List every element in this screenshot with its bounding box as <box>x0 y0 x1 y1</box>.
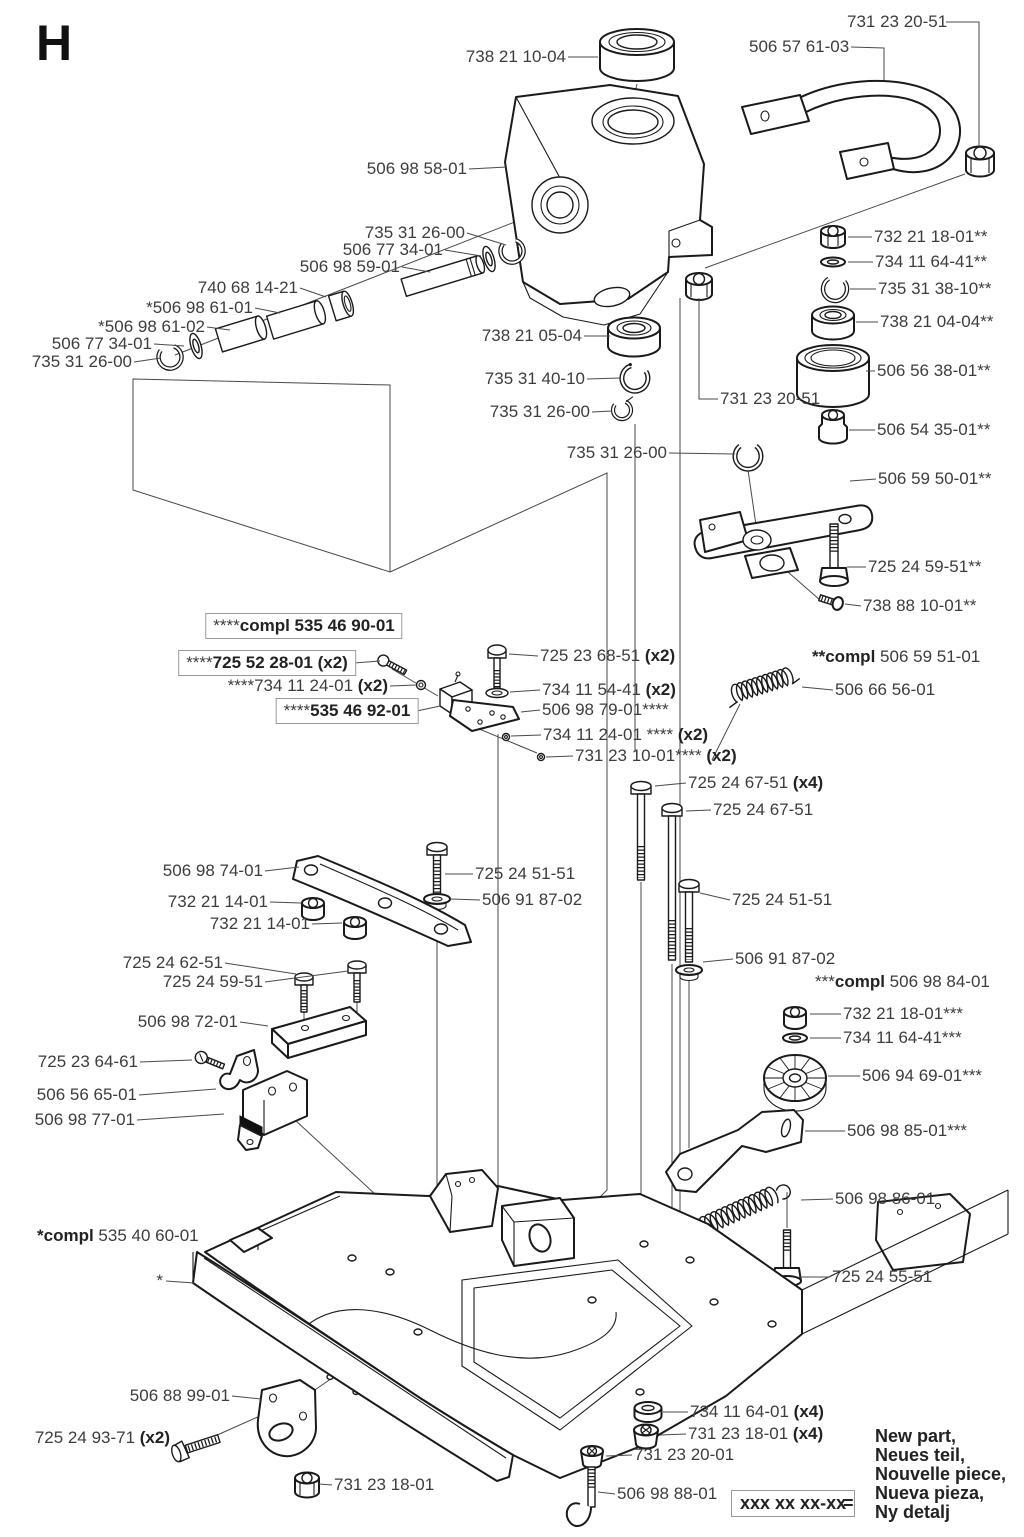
leader-line <box>402 267 430 272</box>
page-title: H <box>36 15 73 71</box>
part-label: 732 21 18-01*** <box>843 1004 964 1023</box>
nut-under-housing <box>686 273 712 300</box>
leader-line <box>521 710 540 712</box>
part-label: 734 11 24-01 **** (x2) <box>543 725 709 744</box>
part-label: 506 56 38-01** <box>877 361 991 380</box>
leader-line <box>270 902 301 903</box>
part-label: 506 91 87-02 <box>735 949 836 968</box>
leader-line <box>451 899 480 900</box>
part-label: 506 98 59-01 <box>299 257 400 276</box>
leader-line <box>509 654 538 656</box>
leader-line <box>445 250 481 256</box>
part-label: 506 98 58-01 <box>366 159 467 178</box>
leader-line <box>312 923 342 924</box>
leader-line <box>140 1060 192 1062</box>
legend-line: New part, <box>875 1426 957 1446</box>
leader-line <box>511 735 541 736</box>
part-label: 732 21 14-01 <box>209 914 310 933</box>
leader-line <box>845 604 861 606</box>
part-label: 725 23 68-51 (x2) <box>540 646 676 665</box>
part-label: 725 23 64-61 <box>37 1052 138 1071</box>
leader-line <box>255 308 280 313</box>
part-label: **compl 506 59 51-01 <box>812 647 981 666</box>
part-label: 506 98 88-01 <box>617 1484 718 1503</box>
part-label: 506 98 77-01 <box>34 1110 135 1129</box>
legend-line: Nueva pieza, <box>875 1483 985 1503</box>
part-label: *compl 535 40 60-01 <box>37 1226 199 1245</box>
part-label-boxed: ****535 46 92-01 <box>276 698 419 724</box>
leader-line <box>510 690 540 692</box>
part-label: 732 21 14-01 <box>167 892 268 911</box>
leader-line <box>686 810 711 811</box>
part-label: *506 98 61-01 <box>146 298 253 317</box>
part-label: 506 98 86-01 <box>835 1189 936 1208</box>
part-label: 506 66 56-01 <box>835 680 936 699</box>
leader-line <box>300 288 326 297</box>
part-label: 738 21 04-04** <box>880 312 994 331</box>
part-label: 731 23 20-51 <box>720 389 821 408</box>
part-label: 725 24 59-51 <box>162 972 263 991</box>
leader-line <box>417 706 440 711</box>
part-label: 506 91 87-02 <box>482 890 583 909</box>
equals-sign: = <box>843 1493 854 1513</box>
part-label: 725 24 62-51 <box>122 953 223 972</box>
part-label: 725 24 51-51 <box>732 890 833 909</box>
legend-line: Ny detalj <box>875 1502 951 1522</box>
leader-line <box>154 344 184 346</box>
part-label: 731 23 20-01 <box>634 1445 735 1464</box>
part-label: 735 31 26-00 <box>31 352 132 371</box>
part-label: 725 24 67-51 (x4) <box>688 773 824 792</box>
part-label: 734 11 64-41*** <box>843 1028 962 1047</box>
part-label: 506 57 61-03 <box>749 37 850 56</box>
part-label: 734 11 54-41 (x2) <box>542 680 676 699</box>
part-label: 506 59 50-01** <box>878 469 992 488</box>
legend-line: Neues teil, <box>875 1445 966 1465</box>
part-label: 738 88 10-01** <box>863 596 977 615</box>
part-label: 506 88 99-01 <box>129 1386 230 1405</box>
part-number-placeholder-box: xxx xx xx-xx <box>731 1490 855 1517</box>
part-label-boxed: ****725 52 28-01 (x2) <box>178 650 356 676</box>
leader-line <box>802 687 833 690</box>
leader-line <box>598 1492 615 1494</box>
part-label: 725 24 51-51 <box>475 864 576 883</box>
leader-line <box>660 1434 686 1435</box>
part-label: 506 98 74-01 <box>162 861 263 880</box>
lower-bearing-stack-drawing <box>608 273 761 469</box>
leader-line <box>354 661 380 663</box>
part-label: 506 56 65-01 <box>36 1085 137 1104</box>
part-label: 506 77 34-01 <box>51 334 152 353</box>
leader-line <box>699 298 718 399</box>
part-label: 731 23 10-01**** (x2) <box>575 746 737 765</box>
leader-line <box>655 783 686 786</box>
legend-line: Nouvelle piece, <box>875 1464 1007 1484</box>
part-label: 735 31 26-00 <box>566 443 667 462</box>
leader-line <box>850 479 876 481</box>
leader-line <box>166 1281 194 1283</box>
leader-line <box>546 756 573 757</box>
part-label: 725 24 55-51 <box>832 1267 933 1286</box>
part-label: 738 21 05-04 <box>481 326 582 345</box>
part-label: ***compl 506 98 84-01 <box>815 972 990 991</box>
leader-line <box>139 1089 216 1095</box>
leader-line <box>467 233 506 245</box>
part-label: 506 98 85-01*** <box>847 1121 968 1140</box>
part-label: 506 54 35-01** <box>877 420 991 439</box>
bearing-738211004-drawing <box>600 29 674 81</box>
part-label: 735 31 26-00 <box>489 402 590 421</box>
leader-line <box>240 1022 268 1026</box>
part-label: 506 98 72-01 <box>137 1012 238 1031</box>
part-label: 735 31 38-10** <box>878 279 992 298</box>
nut-731232051-top-drawing <box>966 147 994 177</box>
leader-line <box>319 1484 332 1485</box>
part-label: 735 31 26-00 <box>364 223 465 242</box>
leader-line <box>469 167 507 169</box>
leader-line <box>390 685 416 686</box>
leader-line <box>703 959 733 962</box>
part-label: 740 68 14-21 <box>197 278 298 297</box>
part-label: 731 23 20-51 <box>847 12 948 31</box>
leader-line <box>592 411 612 412</box>
part-label: 735 31 40-10 <box>484 369 585 388</box>
part-label: 734 11 64-41** <box>875 252 988 271</box>
leader-line <box>700 893 730 900</box>
leader-line <box>851 47 884 80</box>
leader-line <box>587 378 620 379</box>
part-label: 738 21 10-04 <box>465 47 566 66</box>
part-label: 731 23 18-01 <box>334 1475 435 1494</box>
part-label-boxed: ****compl 535 46 90-01 <box>205 613 402 639</box>
part-label: 506 77 34-01 <box>342 240 443 259</box>
part-label: 734 11 64-01 (x4) <box>690 1402 824 1421</box>
leader-line <box>137 1114 224 1120</box>
part-label: 725 24 67-51 <box>713 800 814 819</box>
part-label: 725 24 59-51** <box>868 557 982 576</box>
part-label: 732 21 18-01** <box>874 227 988 246</box>
leader-line <box>669 453 735 454</box>
part-label: * <box>156 1271 163 1290</box>
part-label: ****734 11 24-01 (x2) <box>227 676 388 695</box>
idler-arm-hardware-column-drawing <box>695 226 873 708</box>
new-part-legend <box>875 1427 1006 1522</box>
part-label: *506 98 61-02 <box>98 317 205 336</box>
part-label: 506 94 69-01*** <box>862 1066 983 1085</box>
part-label: 725 24 93-71 (x2) <box>34 1428 170 1447</box>
gearbox-housing-drawing <box>505 85 712 325</box>
part-label: 731 23 18-01 (x4) <box>688 1424 824 1443</box>
leader-line <box>801 1199 833 1200</box>
part-label: 506 98 79-01**** <box>542 700 669 719</box>
clamp-drawing <box>742 81 960 179</box>
leader-line <box>232 1396 261 1399</box>
